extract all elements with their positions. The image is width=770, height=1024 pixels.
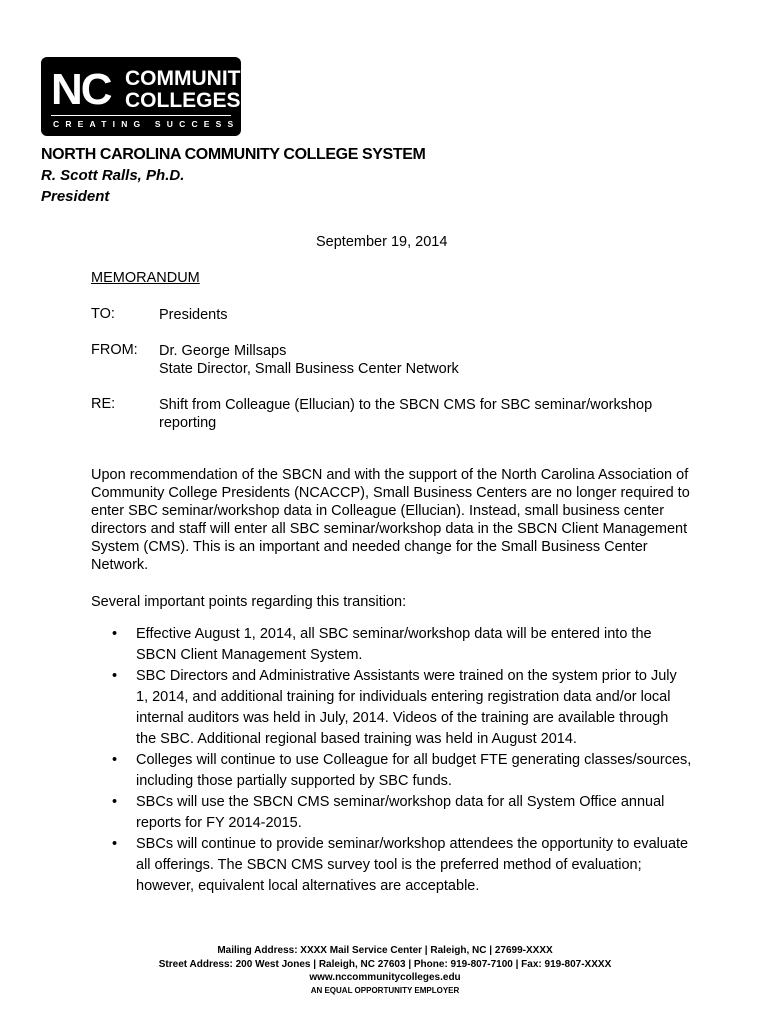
re-label: RE: — [91, 396, 116, 412]
memo-title: MEMORANDUM — [91, 270, 200, 286]
re-value: Shift from Colleague (Ellucian) to the SBCN CMS for SBC seminar/workshop reporting — [159, 397, 653, 431]
list-item-text: Colleges will continue to use Colleague for all budget FTE generating classes/sources, including those partially supported by SBC funds. — [136, 752, 692, 789]
transition-points-list — [112, 624, 692, 897]
system-name: NORTH CAROLINA COMMUNITY COLLEGE SYSTEM — [41, 146, 426, 163]
memo-date: September 19, 2014 — [316, 234, 448, 250]
footer-employer-statement: AN EQUAL OPPORTUNITY EMPLOYER — [310, 986, 460, 995]
bullet-icon: • — [112, 626, 118, 642]
logo-tagline: CREATING SUCCESS — [53, 119, 240, 129]
list-item — [112, 624, 692, 666]
from-name: Dr. George Millsaps — [159, 343, 287, 359]
president-title: President — [41, 188, 110, 205]
footer-website: www.nccommunitycolleges.edu — [309, 972, 461, 983]
bullet-icon: • — [112, 752, 118, 768]
logo-divider — [51, 115, 231, 116]
bullet-icon: • — [112, 836, 118, 852]
list-item-text: SBCs will use the SBCN CMS seminar/workshop data for all System Office annual reports for FY 2014-2015. — [136, 794, 665, 831]
logo-nc-text: NC — [51, 65, 111, 114]
logo-colleges-text: COLLEGES — [125, 89, 241, 112]
footer-mailing-address: Mailing Address: XXXX Mail Service Center | Raleigh, NC | 27699-XXXX — [217, 945, 553, 956]
list-item-text: SBC Directors and Administrative Assistants were trained on the system prior to July 1, 2014, and additional training for individuals entering registration data and/or local internal auditors was held in July, 2014. Videos of the training are available through the SBC. Additional regional based training was held in August 2014. — [136, 668, 677, 747]
from-title: State Director, Small Business Center Network — [159, 361, 459, 377]
bullet-icon: • — [112, 794, 118, 810]
list-item-text: Effective August 1, 2014, all SBC seminar/workshop data will be entered into the SBCN Client Management System. — [136, 626, 652, 663]
list-item — [112, 834, 692, 897]
logo-community-text: COMMUNITY — [125, 67, 255, 90]
bullet-icon: • — [112, 668, 118, 684]
nc-community-colleges-logo — [41, 57, 255, 136]
list-item — [112, 666, 692, 750]
body-paragraph-2: Several important points regarding this transition: — [91, 594, 407, 610]
to-label: TO: — [91, 306, 115, 322]
list-item — [112, 750, 692, 792]
footer-street-address: Street Address: 200 West Jones | Raleigh, NC 27603 | Phone: 919-807-7100 | Fax: 919-807-XXXX — [158, 959, 612, 970]
list-item — [112, 792, 692, 834]
to-value: Presidents — [159, 307, 228, 323]
body-paragraph-1: Upon recommendation of the SBCN and with the support of the North Carolina Association of Community College Presidents (NCACCP), Small Business Centers are no longer required to enter SBC seminar/workshop data in Colleague (Ellucian). Instead, small business center directors and staff will enter all SBC seminar/workshop data in the SBCN Client Management System (CMS). This is an important and needed change for the Small Business Center Network. — [91, 467, 690, 573]
president-name: R. Scott Ralls, Ph.D. — [41, 167, 185, 184]
list-item-text: SBCs will continue to provide seminar/workshop attendees the opportunity to evaluate all offerings. The SBCN CMS survey tool is the preferred method of evaluation; however, equivalent local alternatives are acceptable. — [136, 836, 689, 894]
from-label: FROM: — [91, 342, 138, 358]
